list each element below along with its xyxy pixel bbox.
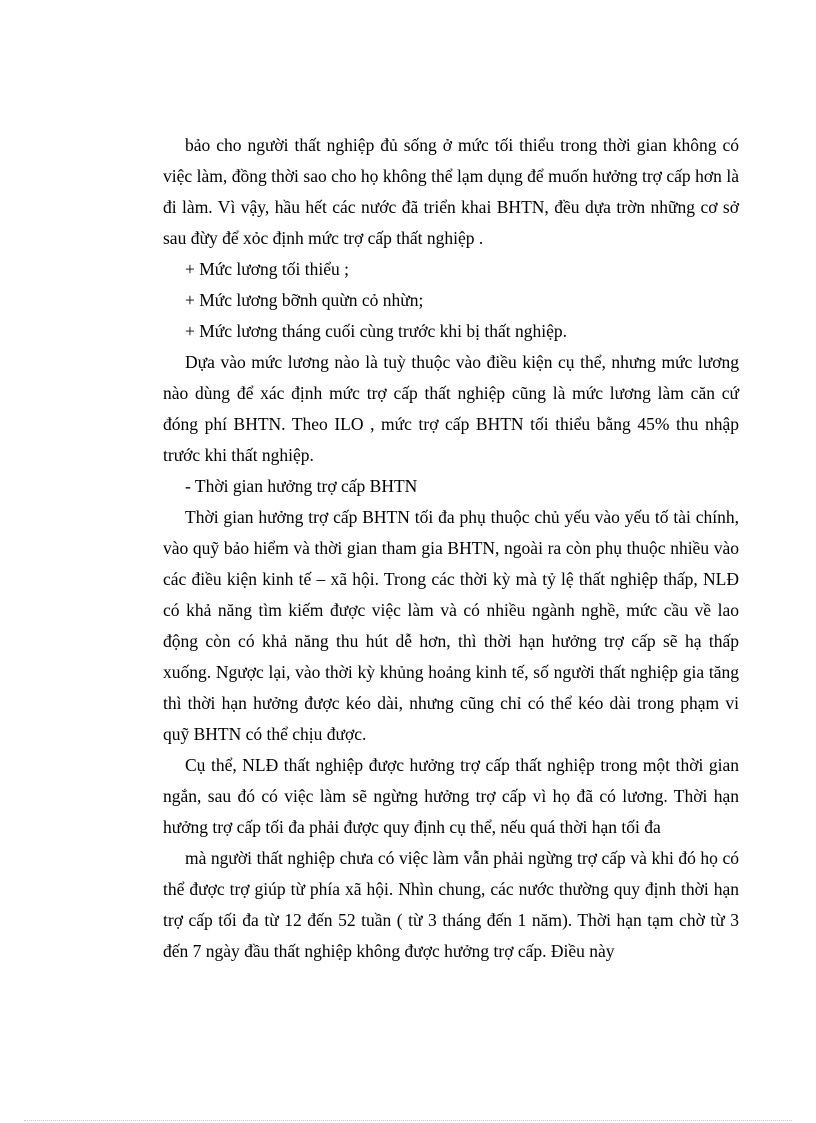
list-item-last-month-wage: + Mức lương tháng cuối cùng trước khi bị thất nghiệp.: [185, 321, 567, 341]
paragraph-max-duration: mà người thất nghiệp chưa có việc làm vẫn phải ngừng trợ cấp và khi đó họ có thể được trợ giúp từ phía xã hội. Nhìn chung, các nước thường quy định thời hạn trợ cấp tối đa từ 12 đến 52 tuần ( từ 3 tháng đến 1 năm). Thời hạn tạm chờ từ 3 đến 7 ngày đầu thất nghiệp không được hưởng trợ cấp. Điều này: [163, 848, 739, 961]
paragraph-intro: bảo cho người thất nghiệp đủ sống ở mức tối thiểu trong thời gian không có việc làm, đồng thời sao cho họ không thể lạm dụng để muốn hưởng trợ cấp hơn là đi làm. Vì vậy, hầu hết các nước đã triển khai BHTN, đều dựa trờn những cơ sở sau đừy để xỏc định mức trợ cấp thất nghiệp .: [163, 135, 739, 248]
paragraph-specific-cases: Cụ thể, NLĐ thất nghiệp được hưởng trợ cấp thất nghiệp trong một thời gian ngắn, sau đó có việc làm sẽ ngừng hưởng trợ cấp vì họ đã có lương. Thời hạn hưởng trợ cấp tối đa phải được quy định cụ thể, nếu quá thời hạn tối đa: [163, 755, 739, 837]
body-text: [163, 130, 739, 967]
list-item-minimum-wage: + Mức lương tối thiểu ;: [185, 259, 349, 279]
paragraph-wage-basis: Dựa vào mức lương nào là tuỳ thuộc vào điều kiện cụ thể, nhưng mức lương nào dùng để xác định mức trợ cấp thất nghiệp cũng là mức lương làm căn cứ đóng phí BHTN. Theo ILO , mức trợ cấp BHTN tối thiểu bằng 45% thu nhập trước khi thất nghiệp.: [163, 352, 739, 465]
paragraph-benefit-duration: Thời gian hưởng trợ cấp BHTN tối đa phụ thuộc chủ yếu vào yếu tố tài chính, vào quỹ bảo hiểm và thời gian tham gia BHTN, ngoài ra còn phụ thuộc nhiều vào các điều kiện kinh tế – xã hội. Trong các thời kỳ mà tỷ lệ thất nghiệp thấp, NLĐ có khả năng tìm kiếm được việc làm và có nhiều ngành nghề, mức cầu về lao động còn có khả năng thu hút dễ hơn, thì thời hạn hưởng trợ cấp sẽ hạ thấp xuống. Ngược lại, vào thời kỳ khủng hoảng kinh tế, số người thất nghiệp gia tăng thì thời hạn hưởng được kéo dài, nhưng cũng chỉ có thể kéo dài trong phạm vi quỹ BHTN có thể chịu được.: [163, 507, 739, 744]
list-item-average-wage: + Mức lương bỡnh quừn cỏ nhừn;: [185, 290, 424, 310]
section-heading-benefit-duration: - Thời gian hưởng trợ cấp BHTN: [185, 476, 418, 496]
page-bottom-divider: [24, 1120, 792, 1121]
